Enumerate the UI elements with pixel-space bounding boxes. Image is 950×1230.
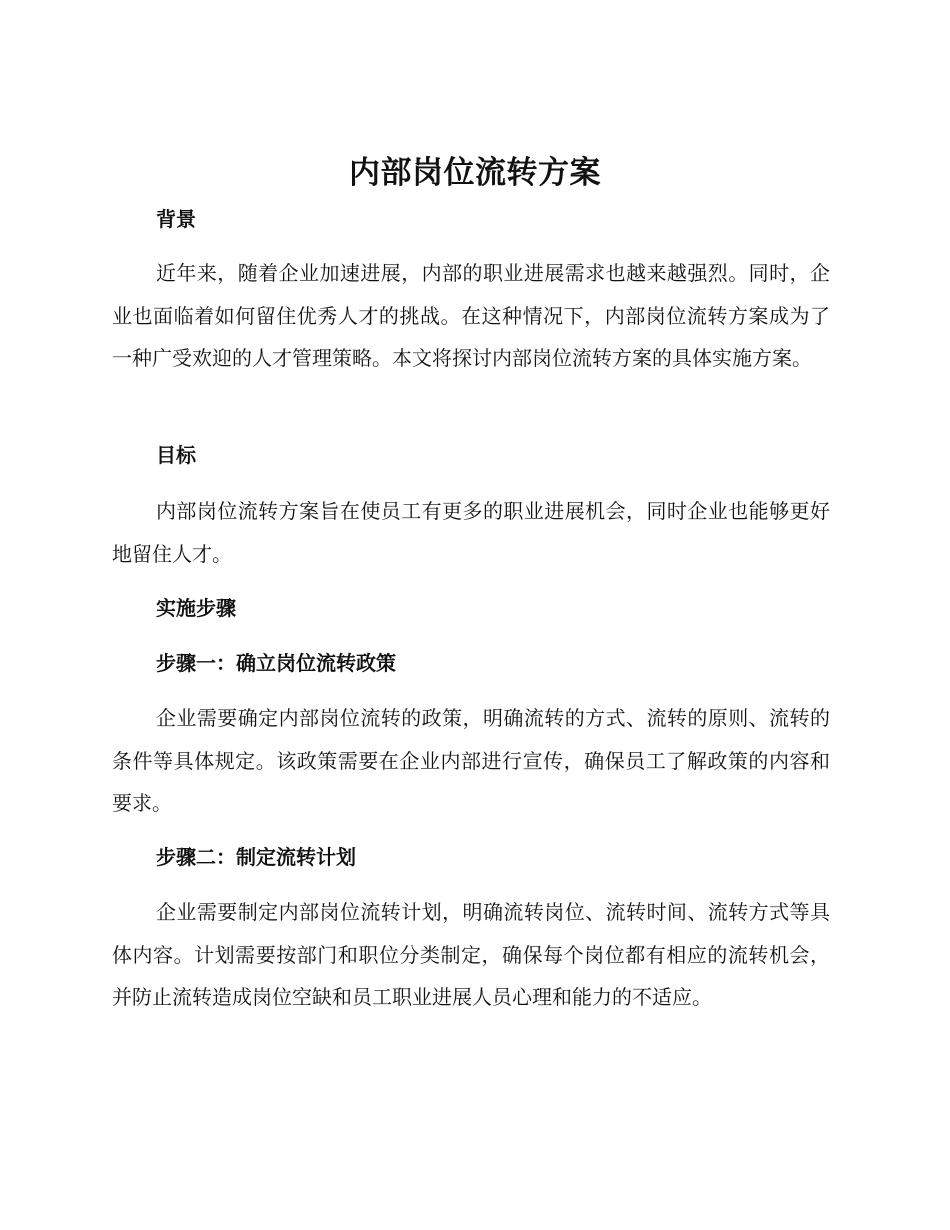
section-paragraph-background: 近年来，随着企业加速进展，内部的职业进展需求也越来越强烈。同时，企业也面临着如何留住优秀人才的挑战。在这种情况下，内部岗位流转方案成为了一种广受欢迎的人才管理策略。本文将探讨内部岗位流转方案的具体实施方案。 [112,261,830,370]
section-paragraph-goal: 内部岗位流转方案旨在使员工有更多的职业进展机会，同时企业也能够更好地留住人才。 [112,499,830,566]
section-heading-background: 背景 [156,207,196,231]
document-title: 内部岗位流转方案 [349,155,601,191]
section-paragraph-step-one: 企业需要确定内部岗位流转的政策，明确流转的方式、流转的原则、流转的条件等具体规定。该政策需要在企业内部进行宣传，确保员工了解政策的内容和要求。 [112,706,830,815]
section-heading-step-one: 步骤一：确立岗位流转政策 [156,651,396,675]
section-heading-goal: 目标 [156,443,196,467]
section-paragraph-step-two: 企业需要制定内部岗位流转计划，明确流转岗位、流转时间、流转方式等具体内容。计划需要按部门和职位分类制定，确保每个岗位都有相应的流转机会，并防止流转造成岗位空缺和员工职业进展人员心理和能力的不适应。 [112,900,830,1009]
section-heading-implementation-steps: 实施步骤 [156,596,236,620]
section-heading-step-two: 步骤二：制定流转计划 [156,845,356,869]
